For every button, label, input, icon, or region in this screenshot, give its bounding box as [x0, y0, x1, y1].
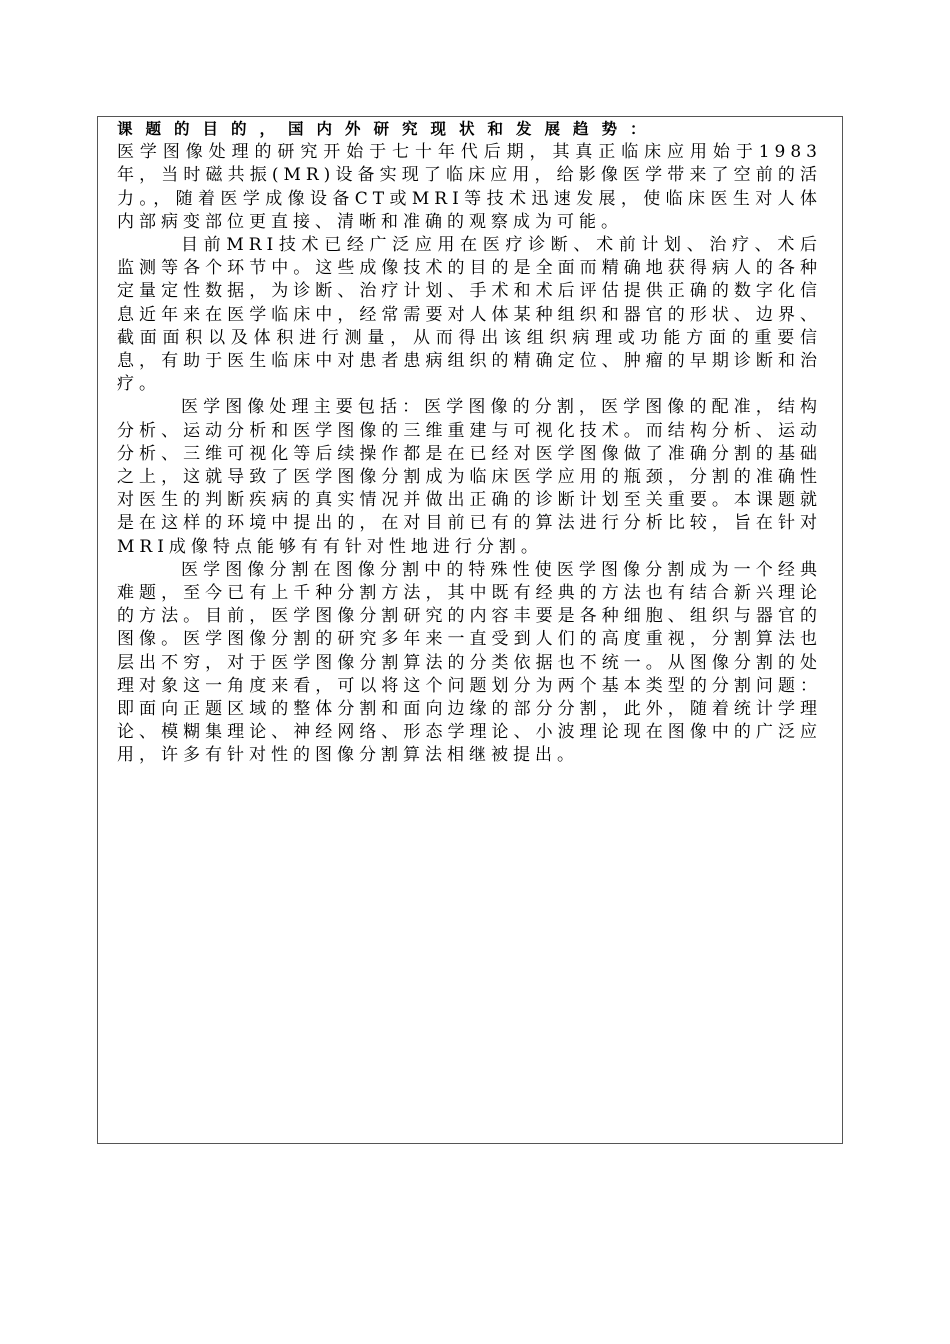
paragraph-4: 医学图像分割在图像分割中的特殊性使医学图像分割成为一个经典难题，至今已有上千种分割方法，其中既有经典的方法也有结合新兴理论的方法。目前，医学图像分割研究的内容丰要是各种细胞、组织与器官的图像。医学图像分割的研究多年来一直受到人们的高度重视，分割算法也层出不穷，对于医学图像分割算法的分类依据也不统一。从图像分割的处理对象这一角度来看，可以将这个问题划分为两个基本类型的分割问题：即面向正题区域的整体分割和面向边缘的部分分割，此外，随着统计学理论、模糊集理论、神经网络、形态学理论、小波理论现在图像中的广泛应用，许多有针对性的图像分割算法相继被提出。	[117, 559, 822, 766]
paragraph-3: 医学图像处理主要包括：医学图像的分割，医学图像的配准，结构分析、运动分析和医学图像的三维重建与可视化技术。而结构分析、运动分析、三维可视化等后续操作都是在已经对医学图像做了准确分割的基础之上，这就导致了医学图像分割成为临床医学应用的瓶颈，分割的准确性对医生的判断疾病的真实情况并做出正确的诊断计划至关重要。本课题就是在这样的环境中提出的，在对目前已有的算法进行分析比较，旨在针对MRI成像特点能够有有针对性地进行分割。	[117, 397, 822, 557]
document-body	[117, 118, 822, 768]
section-heading: 课题的目的，国内外研究现状和发展趋势：	[117, 120, 659, 138]
paragraph-1: 医学图像处理的研究开始于七十年代后期，其真正临床应用始于1983年，当时磁共振(MR)设备实现了临床应用，给影像医学带来了空前的活力。，随着医学成像设备CT或MRI等技术迅速发展，使临床医生对人体内部病变部位更直接、清晰和准确的观察成为可能。	[117, 142, 822, 232]
paragraph-2: 目前MRI技术已经广泛应用在医疗诊断、术前计划、治疗、术后监测等各个环节中。这些成像技术的目的是全面而精确地获得病人的各种定量定性数据，为诊断、治疗计划、手术和术后评估提供正确的数字化信息近年来在医学临床中，经常需要对人体某种组织和器官的形状、边界、截面面积以及体积进行测量，从而得出该组织病理或功能方面的重要信息，有助于医生临床中对患者患病组织的精确定位、肿瘤的早期诊断和治疗。	[117, 235, 822, 395]
